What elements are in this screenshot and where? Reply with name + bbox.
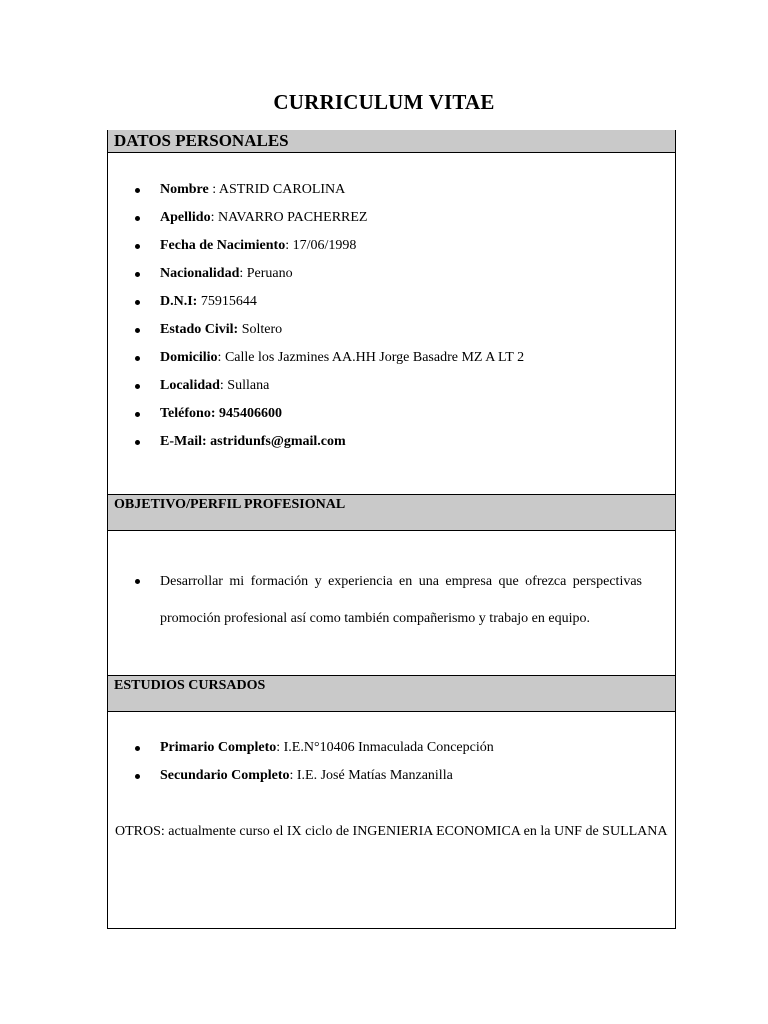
list-item: Primario Completo: I.E.N°10406 Inmaculada Concepción	[108, 734, 675, 762]
list-item: Teléfono: 945406600	[108, 400, 675, 428]
section-heading-objective: OBJETIVO/PERFIL PROFESIONAL	[108, 494, 675, 531]
cv-table	[107, 130, 676, 929]
objective-text: Desarrollar mi formación y experiencia en una empresa que ofrezca perspectivas promoción profesional así como también compañerismo y trabajo en equipo.	[160, 563, 642, 637]
section-heading-studies: ESTUDIOS CURSADOS	[108, 675, 675, 712]
list-item: Apellido: NAVARRO PACHERREZ	[108, 204, 675, 232]
list-item: Localidad: Sullana	[108, 372, 675, 400]
list-item: E-Mail: astridunfs@gmail.com	[108, 428, 675, 456]
studies-list	[108, 734, 675, 790]
list-item: D.N.I: 75915644	[108, 288, 675, 316]
personal-data-list	[108, 176, 675, 456]
list-item: Domicilio: Calle los Jazmines AA.HH Jorge Basadre MZ A LT 2	[108, 344, 675, 372]
list-item: Secundario Completo: I.E. José Matías Manzanilla	[108, 762, 675, 790]
document-title: CURRICULUM VITAE	[273, 90, 495, 114]
list-item: Nombre : ASTRID CAROLINA	[108, 176, 675, 204]
list-item: Nacionalidad: Peruano	[108, 260, 675, 288]
list-item: Fecha de Nacimiento: 17/06/1998	[108, 232, 675, 260]
list-item: Estado Civil: Soltero	[108, 316, 675, 344]
other-studies-text: OTROS: actualmente curso el IX ciclo de INGENIERIA ECONOMICA en la UNF de SULLANA	[115, 824, 668, 839]
section-heading-personal: DATOS PERSONALES	[108, 130, 675, 153]
